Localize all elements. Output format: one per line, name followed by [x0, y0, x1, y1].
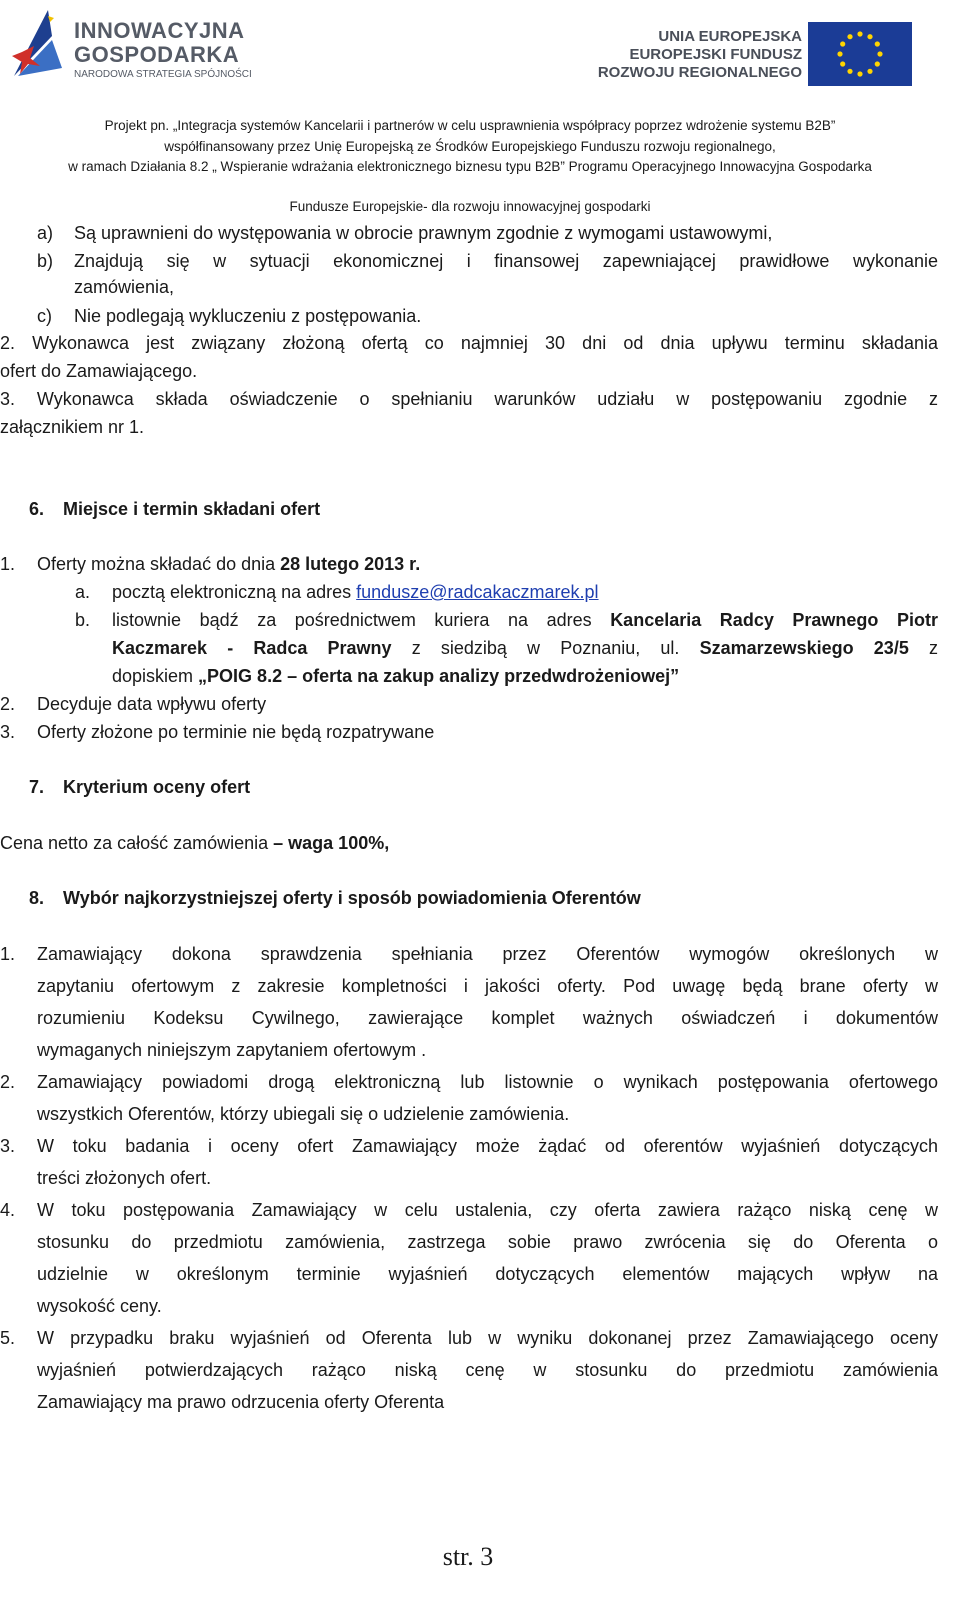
section-6-item-2 — [0, 693, 267, 715]
point-2-line1: 2. Wykonawca jest związany złożoną ofertą co najmniej 30 dni od dnia upływu terminu składania — [0, 333, 938, 353]
sub-b-line-1 — [112, 609, 938, 631]
list-item-line: udzielnie w określonym terminie wyjaśnień dotyczących elementów mających wpływ na — [37, 1264, 938, 1284]
list-item-line: wysokość ceny. — [37, 1296, 162, 1316]
list-item-line: rozumieniu Kodeksu Cywilnego, zawierające komplet ważnych oświadczeń i dokumentów — [37, 1008, 938, 1028]
section-6-heading — [29, 498, 320, 520]
list-item-line: Zamawiający dokona sprawdzenia spełniania przez Oferentów wymogów określonych w — [37, 944, 938, 964]
email-link[interactable]: fundusze@radcakaczmarek.pl — [356, 582, 599, 602]
condition-text: Są uprawnieni do występowania w obrocie prawnym zgodnie z wymogami ustawowymi, — [74, 223, 773, 243]
list-item-number: 1. — [0, 944, 16, 964]
firm-name-continued: Kaczmarek - Radca Prawny — [112, 638, 392, 658]
firm-name: Kancelaria Radcy Prawnego Piotr — [610, 610, 938, 630]
section-number: 6. — [29, 499, 45, 519]
section-number: 7. — [29, 777, 45, 797]
sub-b-line-2 — [112, 637, 938, 659]
section-title: Kryterium oceny ofert — [63, 777, 251, 797]
item-text: Decyduje data wpływu oferty — [37, 694, 267, 714]
eu-fund-logo — [597, 22, 920, 88]
logo-text-regional: ROZWOJU REGIONALNEGO — [597, 64, 802, 81]
condition-text: Nie podlegają wykluczeniu z postępowania. — [74, 306, 422, 326]
list-item-line: wymaganych niniejszym zapytaniem ofertowym . — [37, 1040, 427, 1060]
sub-b-line-2-text: z siedzibą w Poznaniu, ul. — [391, 638, 700, 658]
funds-slogan-line: Fundusze Europejskie- dla rozwoju innowacyjnej gospodarki — [289, 199, 651, 214]
item-number: 1. — [0, 554, 16, 574]
section-number: 8. — [29, 888, 45, 908]
section-6-item-1 — [0, 553, 421, 575]
item-number: 2. — [0, 694, 16, 714]
list-item-line: Zamawiający ma prawo odrzucenia oferty Oferenta — [37, 1392, 445, 1412]
program-action-line: w ramach Działania 8.2 „ Wspieranie wdrażania elektronicznego biznesu typu B2B” Programu Operacyjnego Innowacyjna Gospodarka — [68, 159, 872, 174]
condition-text-continued: zamówienia, — [74, 277, 175, 297]
list-item-line: stosunku do przedmiotu zamówienia, zastrzega sobie prawo zwrócenia się do Oferenta o — [37, 1232, 938, 1252]
point-3-line1: 3. Wykonawca składa oświadczenie o spełnianiu warunków udziału w postępowaniu zgodnie z — [0, 389, 938, 409]
condition-marker: a) — [37, 223, 54, 243]
innovative-economy-logo — [8, 6, 258, 86]
sub-marker: a. — [75, 582, 91, 602]
logo-text-gospodarka: GOSPODARKA — [74, 42, 240, 67]
section-6-sub-b — [75, 609, 938, 693]
list-item-line: treści złożonych ofert. — [37, 1168, 212, 1188]
condition-b — [37, 250, 938, 300]
item-text: Oferty można składać do dnia — [37, 554, 281, 574]
list-item-line: Zamawiający powiadomi drogą elektroniczną lub listownie o wynikach postępowania ofertowego — [37, 1072, 938, 1092]
list-item-line: W toku badania i oceny ofert Zamawiający może żądać od oferentów wyjaśnień dotyczących — [37, 1136, 938, 1156]
list-item-number: 4. — [0, 1200, 16, 1220]
cofinancing-line: współfinansowany przez Unię Europejską ze Środków Europejskiego Funduszu rozwoju regionalnego, — [164, 139, 776, 154]
innovative-economy-emblem-icon — [8, 6, 68, 82]
condition-marker: c) — [37, 306, 52, 326]
list-item-line: W toku postępowania Zamawiający w celu ustalenia, czy oferta zawiera rażąco niską cenę w — [37, 1200, 938, 1220]
criterion-text: Cena netto za całość zamówienia — [0, 833, 274, 853]
sub-text: pocztą elektroniczną na adres — [112, 582, 357, 602]
list-item-number: 5. — [0, 1328, 16, 1348]
point-2-line2: ofert do Zamawiającego. — [0, 361, 198, 381]
deadline-date: 28 lutego 2013 r. — [280, 554, 421, 574]
sub-b-line-2-end: z — [908, 638, 938, 658]
section-6-sub-a — [75, 581, 599, 603]
list-item-number: 3. — [0, 1136, 16, 1156]
criterion-weight: – waga 100%, — [273, 833, 390, 853]
section-6-item-3 — [0, 721, 435, 743]
project-name-line: Projekt pn. „Integracja systemów Kancelarii i partnerów w celu usprawnienia współpracy poprzez wdrożenie systemu B2B” — [104, 118, 836, 133]
logo-text-fund: EUROPEJSKI FUNDUSZ — [629, 46, 802, 63]
sub-b-line-1-text: listownie bądź za pośrednictwem kuriera na adres — [112, 610, 611, 630]
street-address: Szamarzewskiego 23/5 — [699, 638, 909, 658]
sub-marker: b. — [75, 610, 91, 630]
list-item-number: 2. — [0, 1072, 16, 1092]
section-title: Miejsce i termin składani ofert — [63, 499, 321, 519]
item-number: 3. — [0, 722, 16, 742]
eu-flag-icon — [808, 22, 912, 86]
list-item-line: wyjaśnień potwierdzających rażąco niską cenę w stosunku do przedmiotu zamówienia — [37, 1360, 938, 1380]
section-8-list — [0, 943, 938, 1423]
section-7-heading — [29, 776, 250, 798]
condition-text: Znajdują się w sytuacji ekonomicznej i finansowej zapewniającej prawidłowe wykonanie — [74, 251, 938, 271]
page-number: str. 3 — [442, 1542, 494, 1571]
item-text: Oferty złożone po terminie nie będą rozpatrywane — [37, 722, 435, 742]
point-3-line2: załącznikiem nr 1. — [0, 417, 145, 437]
criterion-line — [0, 832, 389, 854]
list-item-line: zapytaniu ofertowym z zakresie kompletności i jakości oferty. Pod uwagę będą brane oferty w — [37, 976, 938, 996]
sub-b-line-3-text: dopiskiem — [112, 666, 199, 686]
section-8-heading — [29, 887, 641, 909]
sub-b-line-3 — [112, 665, 679, 687]
condition-marker: b) — [37, 251, 54, 271]
section-title: Wybór najkorzystniejszej oferty i sposób powiadomienia Oferentów — [63, 888, 641, 908]
list-item-line: wszystkich Oferentów, którzy ubiegali się o udzielenie zamówienia. — [37, 1104, 570, 1124]
logo-text-eu: UNIA EUROPEJSKA — [658, 28, 802, 45]
logo-text-innowacyjna: INNOWACYJNA — [74, 18, 245, 43]
list-item-line: W przypadku braku wyjaśnień od Oferenta lub w wyniku dokonanej przez Zamawiającego oceny — [37, 1328, 938, 1348]
offer-annotation: „POIG 8.2 – oferta na zakup analizy przedwdrożeniowej” — [198, 666, 680, 686]
logo-text-strategy: NARODOWA STRATEGIA SPÓJNOŚCI — [74, 69, 252, 80]
